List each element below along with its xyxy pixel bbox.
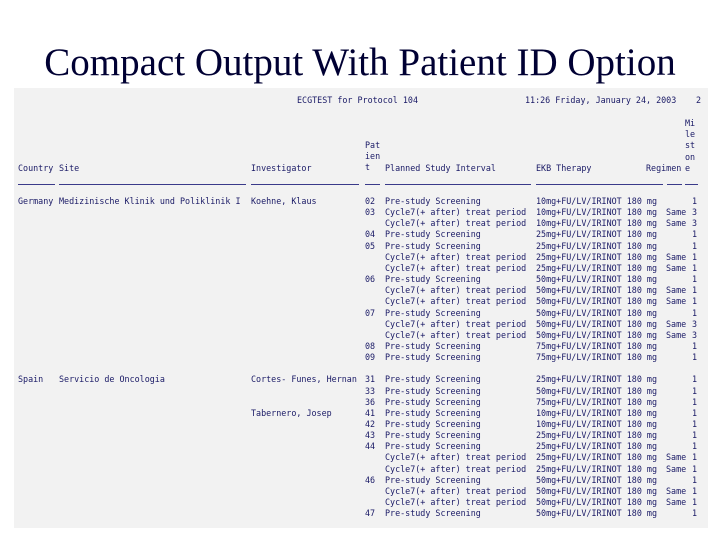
regimen-cell: Same — [666, 207, 687, 218]
study-interval-cell: Cycle7(+ after) treat period — [385, 207, 527, 218]
therapy-cell: 50mg+FU/LV/IRINOT 180 mg — [536, 485, 658, 496]
study-interval-cell: Pre-study Screening — [385, 385, 481, 396]
study-interval-cell: Pre-study Screening — [385, 508, 481, 519]
study-interval-cell: Cycle7(+ after) treat period — [385, 296, 527, 307]
country-cell: Spain — [18, 374, 44, 385]
regimen-cell: Same — [666, 463, 687, 474]
patient-id-cell: 47 — [365, 508, 376, 519]
therapy-cell: 25mg+FU/LV/IRINOT 180 mg — [536, 463, 658, 474]
therapy-cell: 25mg+FU/LV/IRINOT 180 mg — [536, 430, 658, 441]
regimen-cell: Same — [666, 318, 687, 329]
therapy-cell: 50mg+FU/LV/IRINOT 180 mg — [536, 474, 658, 485]
therapy-cell: 25mg+FU/LV/IRINOT 180 mg — [536, 441, 658, 452]
report-header-title: ECGTEST for Protocol 104 — [297, 95, 419, 105]
column-header-country: Country — [18, 163, 54, 173]
milestone-cell: 1 — [692, 463, 698, 474]
milestone-cell: 1 — [692, 285, 698, 296]
therapy-cell: 25mg+FU/LV/IRINOT 180 mg — [536, 374, 658, 385]
study-interval-cell: Pre-study Screening — [385, 419, 481, 429]
therapy-cell: 10mg+FU/LV/IRINOT 180 mg — [536, 407, 658, 418]
investigator-cell: Cortes- Funes, Hernan — [251, 374, 357, 385]
milestone-cell: 3 — [692, 318, 698, 329]
milestone-cell: 1 — [692, 407, 698, 418]
investigator-cell: Koehne, Klaus — [251, 196, 317, 206]
study-interval-cell: Pre-study Screening — [385, 474, 481, 485]
milestone-cell: 1 — [692, 374, 698, 385]
patient-id-cell: 04 — [365, 229, 376, 240]
milestone-cell: 1 — [692, 341, 698, 351]
study-interval-cell: Cycle7(+ after) treat period — [385, 262, 527, 273]
study-interval-cell: Pre-study Screening — [385, 229, 481, 240]
therapy-cell: 10mg+FU/LV/IRINOT 180 mg — [536, 207, 658, 218]
therapy-cell: 50mg+FU/LV/IRINOT 180 mg — [536, 307, 658, 318]
therapy-cell: 25mg+FU/LV/IRINOT 180 mg — [536, 452, 658, 463]
column-header-therapy: EKB Therapy — [536, 163, 592, 173]
study-interval-cell: Pre-study Screening — [385, 196, 481, 206]
slide-title: Compact Output With Patient ID Option — [44, 41, 676, 84]
milestone-cell: 1 — [692, 485, 698, 496]
study-interval-cell: Cycle7(+ after) treat period — [385, 452, 527, 463]
patient-id-cell: 46 — [365, 474, 376, 485]
patient-id-cell: 31 — [365, 374, 376, 385]
milestone-cell: 1 — [692, 307, 698, 318]
therapy-cell: 10mg+FU/LV/IRINOT 180 mg — [536, 419, 658, 429]
header-underline — [18, 184, 55, 185]
patient-id-cell: 05 — [365, 240, 376, 251]
therapy-cell: 75mg+FU/LV/IRINOT 180 mg — [536, 396, 658, 407]
patient-id-cell: 33 — [365, 385, 376, 396]
milestone-cell: 1 — [692, 251, 698, 262]
study-interval-cell: Cycle7(+ after) treat period — [385, 218, 527, 229]
milestone-cell: 3 — [692, 207, 698, 218]
regimen-cell: Same — [666, 262, 687, 273]
study-interval-cell: Cycle7(+ after) treat period — [385, 463, 527, 474]
milestone-cell: 1 — [692, 497, 698, 508]
patient-id-cell: 36 — [365, 396, 376, 407]
therapy-cell: 50mg+FU/LV/IRINOT 180 mg — [536, 274, 658, 285]
therapy-cell: 25mg+FU/LV/IRINOT 180 mg — [536, 251, 658, 262]
report-header-datetime: 11:26 Friday, January 24, 2003 — [525, 95, 677, 105]
therapy-cell: 25mg+FU/LV/IRINOT 180 mg — [536, 240, 658, 251]
patient-id-cell: 44 — [365, 441, 376, 452]
regimen-cell: Same — [666, 285, 687, 296]
therapy-cell: 50mg+FU/LV/IRINOT 180 mg — [536, 329, 658, 340]
milestone-cell: 1 — [692, 274, 698, 285]
investigator-cell: Tabernero, Josep — [251, 407, 332, 418]
study-interval-cell: Cycle7(+ after) treat period — [385, 285, 527, 296]
therapy-cell: 50mg+FU/LV/IRINOT 180 mg — [536, 296, 658, 307]
regimen-cell: Same — [666, 485, 687, 496]
milestone-cell: 1 — [692, 262, 698, 273]
therapy-cell: 50mg+FU/LV/IRINOT 180 mg — [536, 508, 658, 519]
study-interval-cell: Pre-study Screening — [385, 307, 481, 318]
patient-id-cell: 41 — [365, 407, 376, 418]
study-interval-cell: Pre-study Screening — [385, 240, 481, 251]
milestone-cell: 1 — [692, 441, 698, 452]
milestone-cell: 1 — [692, 296, 698, 307]
patient-id-cell: 43 — [365, 430, 376, 441]
milestone-cell: 1 — [692, 240, 698, 251]
regimen-cell: Same — [666, 452, 687, 463]
therapy-cell: 25mg+FU/LV/IRINOT 180 mg — [536, 262, 658, 273]
header-underline — [667, 184, 682, 185]
column-header-regimen: Regimen — [646, 163, 682, 173]
study-interval-cell: Pre-study Screening — [385, 274, 481, 285]
country-cell: Germany — [18, 196, 54, 206]
therapy-cell: 50mg+FU/LV/IRINOT 180 mg — [536, 318, 658, 329]
header-underline — [365, 184, 380, 185]
therapy-cell: 50mg+FU/LV/IRINOT 180 mg — [536, 385, 658, 396]
milestone-cell: 1 — [692, 352, 698, 363]
therapy-cell: 25mg+FU/LV/IRINOT 180 mg — [536, 229, 658, 240]
milestone-cell: 1 — [692, 419, 698, 429]
study-interval-cell: Pre-study Screening — [385, 407, 481, 418]
regimen-cell: Same — [666, 296, 687, 307]
patient-id-cell: 03 — [365, 207, 376, 218]
milestone-cell: 3 — [692, 329, 698, 340]
milestone-cell: 1 — [692, 430, 698, 441]
milestone-cell: 1 — [692, 508, 698, 519]
header-underline — [385, 184, 531, 185]
study-interval-cell: Pre-study Screening — [385, 352, 481, 363]
milestone-cell: 1 — [692, 229, 698, 240]
regimen-cell: Same — [666, 218, 687, 229]
study-interval-cell: Pre-study Screening — [385, 430, 481, 441]
study-interval-cell: Cycle7(+ after) treat period — [385, 251, 527, 262]
milestone-cell: 1 — [692, 452, 698, 463]
header-underline — [685, 184, 698, 185]
milestone-cell: 3 — [692, 218, 698, 229]
study-interval-cell: Cycle7(+ after) treat period — [385, 485, 527, 496]
column-header-site: Site — [59, 163, 80, 173]
column-header-milestone: Mi le st on e — [685, 118, 696, 173]
site-cell: Servicio de Oncologia — [59, 374, 165, 385]
study-interval-cell: Cycle7(+ after) treat period — [385, 497, 527, 508]
therapy-cell: 10mg+FU/LV/IRINOT 180 mg — [536, 196, 658, 206]
therapy-cell: 10mg+FU/LV/IRINOT 180 mg — [536, 218, 658, 229]
therapy-cell: 50mg+FU/LV/IRINOT 180 mg — [536, 497, 658, 508]
study-interval-cell: Pre-study Screening — [385, 441, 481, 452]
site-cell: Medizinische Klinik und Poliklinik I — [59, 196, 241, 206]
regimen-cell: Same — [666, 251, 687, 262]
patient-id-cell: 07 — [365, 307, 376, 318]
column-header-patient: Pat ien t — [365, 140, 381, 173]
column-header-interval: Planned Study Interval — [385, 163, 496, 173]
patient-id-cell: 09 — [365, 352, 376, 363]
study-interval-cell: Pre-study Screening — [385, 396, 481, 407]
milestone-cell: 1 — [692, 196, 698, 206]
report-page-number: 2 — [696, 95, 702, 105]
regimen-cell: Same — [666, 497, 687, 508]
patient-id-cell: 02 — [365, 196, 376, 206]
therapy-cell: 75mg+FU/LV/IRINOT 180 mg — [536, 352, 658, 363]
header-underline — [536, 184, 663, 185]
milestone-cell: 1 — [692, 474, 698, 485]
column-header-investigator: Investigator — [251, 163, 312, 173]
study-interval-cell: Cycle7(+ after) treat period — [385, 329, 527, 340]
study-interval-cell: Pre-study Screening — [385, 341, 481, 351]
therapy-cell: 75mg+FU/LV/IRINOT 180 mg — [536, 341, 658, 351]
patient-id-cell: 42 — [365, 419, 376, 429]
header-underline — [251, 184, 359, 185]
regimen-cell: Same — [666, 329, 687, 340]
patient-id-cell: 08 — [365, 341, 376, 351]
patient-id-cell: 06 — [365, 274, 376, 285]
study-interval-cell: Cycle7(+ after) treat period — [385, 318, 527, 329]
report-listing — [14, 88, 708, 528]
header-underline — [59, 184, 246, 185]
milestone-cell: 1 — [692, 396, 698, 407]
therapy-cell: 50mg+FU/LV/IRINOT 180 mg — [536, 285, 658, 296]
study-interval-cell: Pre-study Screening — [385, 374, 481, 385]
milestone-cell: 1 — [692, 385, 698, 396]
